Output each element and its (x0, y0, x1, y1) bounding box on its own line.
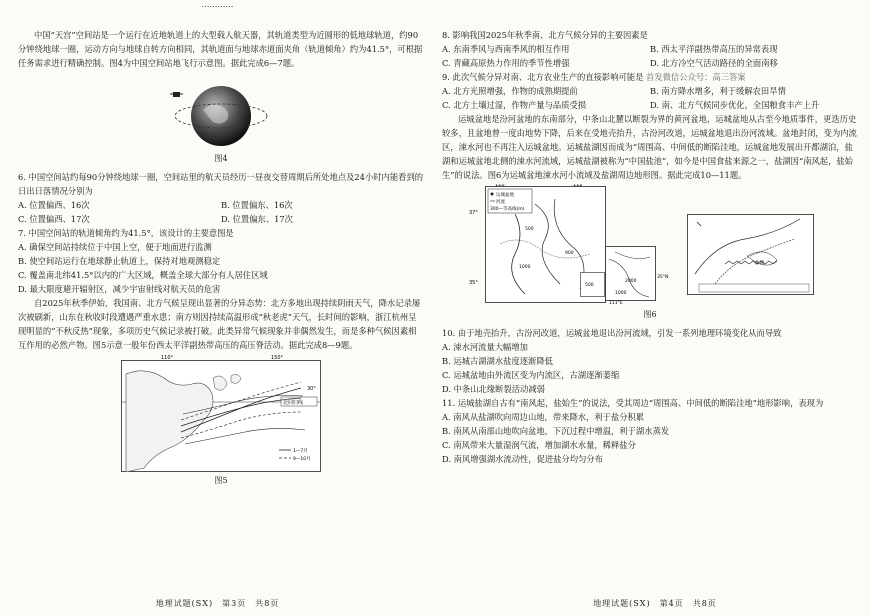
right-page-footer: 地理试题(SX) 第4页 共8页 (593, 599, 717, 608)
left-page-footer: 地理试题(SX) 第3页 共8页 (155, 599, 280, 608)
q7-option-a[interactable]: A. 确保空间站持续位于中国上空，便于地面进行监测 (18, 242, 212, 252)
subtropical-high-map (121, 354, 321, 472)
fig5-legend-jan-jul: 1—7月 (293, 449, 308, 454)
q11-option-d[interactable]: D. 南风增强湖水流动性，促进盐分均匀分布 (442, 454, 603, 464)
q9-option-a[interactable]: A. 北方光照增强，作物的成熟期提前 (442, 86, 578, 96)
q9-option-c[interactable]: C. 北方土壤过湿，作物产量与品质受损 (442, 100, 587, 110)
fig6-contour-500: 500 (525, 227, 534, 232)
fig6-contour-500-b: 500 (585, 283, 594, 288)
earth-globe-illustration (161, 72, 281, 150)
q10-option-b[interactable]: B. 运城古湖湖水盐度逐渐降低 (442, 356, 553, 366)
fig5-legend-sep-oct: 9—10月 (293, 457, 311, 462)
fig5-label-150: 150° (271, 355, 284, 361)
question-8-options-row-1 (442, 42, 858, 56)
fig6-label-37: 37° (469, 210, 478, 216)
fig6-label-112: 112° (573, 184, 586, 188)
fig6-label-110: 110° (495, 184, 508, 188)
q6-option-c[interactable]: C. 位置偏西、17次 (18, 214, 90, 224)
q6-option-d[interactable]: D. 位置偏东、17次 (221, 214, 293, 224)
q10-option-a[interactable]: A. 涑水河流量大幅增加 (442, 342, 528, 352)
fig5-label-30: 30° (307, 386, 316, 392)
fig6-legend-river: 河流 (496, 200, 505, 205)
q6-option-b[interactable]: B. 位置偏东、16次 (221, 200, 293, 210)
fig6-label-salt-lake: 盐湖 (755, 261, 764, 266)
q11-option-b[interactable]: B. 南风从南部山地吹向盆地，下沉过程中增温，利于湖水蒸发 (442, 426, 670, 436)
intro-8-9: 自2025年秋季伊始，我国南、北方气候呈现出显著的分异态势：北方多地出现持续阴雨天气，降水记录屡次被刷新，山东在秋收时段遭遇严重水患；南方则因持续高温形成“秋老虎”天气，长时间的影响，浙江杭州呈现明显的“不秋反热”现象，多项历史气候记录被打破。此类异常气候现象并非偶然发生，而是多种气候因素相互作用的必然产物。图5示意一般年份西太平洋副热带高压的高压脊活动。据此完成8—9题。 (18, 298, 421, 350)
right-page (440, 0, 870, 615)
q11-option-a[interactable]: A. 南风从盐湖吹向周边山地，带来降水，利于盐分积累 (442, 412, 645, 422)
figure-6-maps (455, 184, 845, 306)
q8-option-a[interactable]: A. 东南季风与西南季风的相互作用 (442, 44, 570, 54)
q10-option-d[interactable]: D. 中条山北缘断裂活动减弱 (442, 384, 545, 394)
question-9-options-row-1 (442, 84, 858, 98)
header-fragment: ………… (201, 0, 234, 9)
question-8-options-row-2 (442, 56, 858, 70)
question-9-options-row-2 (442, 98, 858, 112)
q11-option-c[interactable]: C. 南风带来大量湿润气流，增加湖水水量，稀释盐分 (442, 440, 636, 450)
q9-option-b[interactable]: B. 南方降水增多，利于缓解农田旱情 (650, 86, 786, 96)
fig6-label-35n: 35°N (657, 275, 669, 280)
question-6-options-row-2 (18, 212, 424, 226)
intro-10-11: 运城盆地是汾河盆地的东南部分，中条山北麓以断裂为界的黄河盆地，运城盆地从古至今地质事件，更迭历史较多，且盆地曾一度由地势下降，后来在受地壳抬升，古汾河改道，运城盆地退出汾河流域。盆地封闭，变为内流区，涑水河也不再注入运城盆地。运城盐湖因而成为“周围高、中间低的断陷洼地，运城盆地发展出开都湖泊，盐湖和运城盆地北侧的涑水河流域，运城盐湖被称为“中国盐池”，如今是中国食盐来源之一，盐湖因“南风起，盐始生”的说法。图6为运城盆地涑水河小流域及盐湖周边地形图。据此完成10—11题。 (442, 114, 857, 180)
q8-option-d[interactable]: D. 北方冷空气活动路径的全面南移 (650, 58, 778, 68)
right-column (442, 28, 858, 587)
fig6-legend-contour: 300—等高线(m) (490, 207, 525, 212)
q7-option-d[interactable]: D. 最大限度避开辐射区，减少宇宙射线对航天员的危害 (18, 284, 221, 294)
question-6: 6. 中国空间站约每90分钟绕地球一圈，空间站里的航天员经历一昼夜交替周期后所处地点及24小时内能看到的日出日落情况分别为 (18, 172, 424, 196)
figure-5-caption: 图5 (214, 476, 228, 485)
question-8: 8. 影响我国2025年秋季南、北方气候分异的主要因素是 (442, 30, 648, 40)
yuncheng-basin-maps (455, 184, 845, 306)
question-10: 10. 由于地壳抬升，古汾河改道，运城盆地退出汾河流域，引发一系列地理环境变化从而导致 (442, 328, 782, 338)
question-11: 11. 运城盐湖自古有“南风起，盐始生”的说法，受其周边“周围高、中间低的断陷洼地”地形影响，表现为 (442, 398, 824, 408)
left-column (18, 28, 424, 587)
q7-option-c[interactable]: C. 覆盖南北纬41.5°以内的广大区域，概盖全球大部分有人居住区域 (18, 270, 268, 280)
figure-4-earth (161, 72, 281, 150)
question-6-options-row-1 (18, 198, 424, 212)
q6-option-a[interactable]: A. 位置偏西、16次 (18, 200, 90, 210)
fig6-contour-1000: 1000 (519, 265, 531, 270)
figure-4-caption: 图4 (214, 154, 228, 163)
fig5-label-110: 110° (161, 355, 174, 361)
q9-option-d[interactable]: D. 南、北方气候同步优化，全国粮食丰产上升 (650, 100, 820, 110)
fig6-label-35: 35° (469, 280, 478, 286)
figure-6-caption: 图6 (643, 310, 657, 319)
q7-option-b[interactable]: B. 使空间站运行在地球静止轨道上，保持对地观测稳定 (18, 256, 221, 266)
fig6-legend-basin: 运城盆地 (496, 193, 514, 198)
fig6-label-111e: 111°E (609, 301, 623, 306)
figure-5-map (121, 354, 321, 472)
q8-option-b[interactable]: B. 西太平洋副热带高压的异常表现 (650, 44, 778, 54)
intro-6-7: 中国“天宫”空间站是一个运行在近地轨道上的大型载人航天器，其轨道类型为近圆形的低地球轨道，约90分钟绕地球一圈，运动方向与地球自转方向相同，其轨道面与地球赤道面夹角（轨道倾角）约为41.5°，可根据任务需求进行精确控制。图4为中国空间站地飞行示意图。据此完成6—7题。 (18, 30, 423, 68)
q9-watermark: 首发微信公众号：高三答案 (646, 72, 746, 82)
q8-option-c[interactable]: C. 青藏高原热力作用的季节性增强 (442, 58, 570, 68)
q10-option-c[interactable]: C. 运城盆地由外流区变为内流区，古湖逐渐萎缩 (442, 370, 620, 380)
q9-stem: 9. 此次气候分异对南、北方农业生产的直接影响可能是 (442, 72, 644, 82)
fig6-contour-900: 900 (565, 251, 574, 256)
fig6-contour-1000-b: 1000 (615, 291, 627, 296)
fig5-label-tropic: 北回归线 (283, 400, 304, 406)
question-9 (442, 70, 858, 84)
question-7: 7. 中国空间站的轨道倾角约为41.5°，该设计的主要意图是 (18, 228, 234, 238)
fig6-contour-2000: 2000 (625, 279, 637, 284)
